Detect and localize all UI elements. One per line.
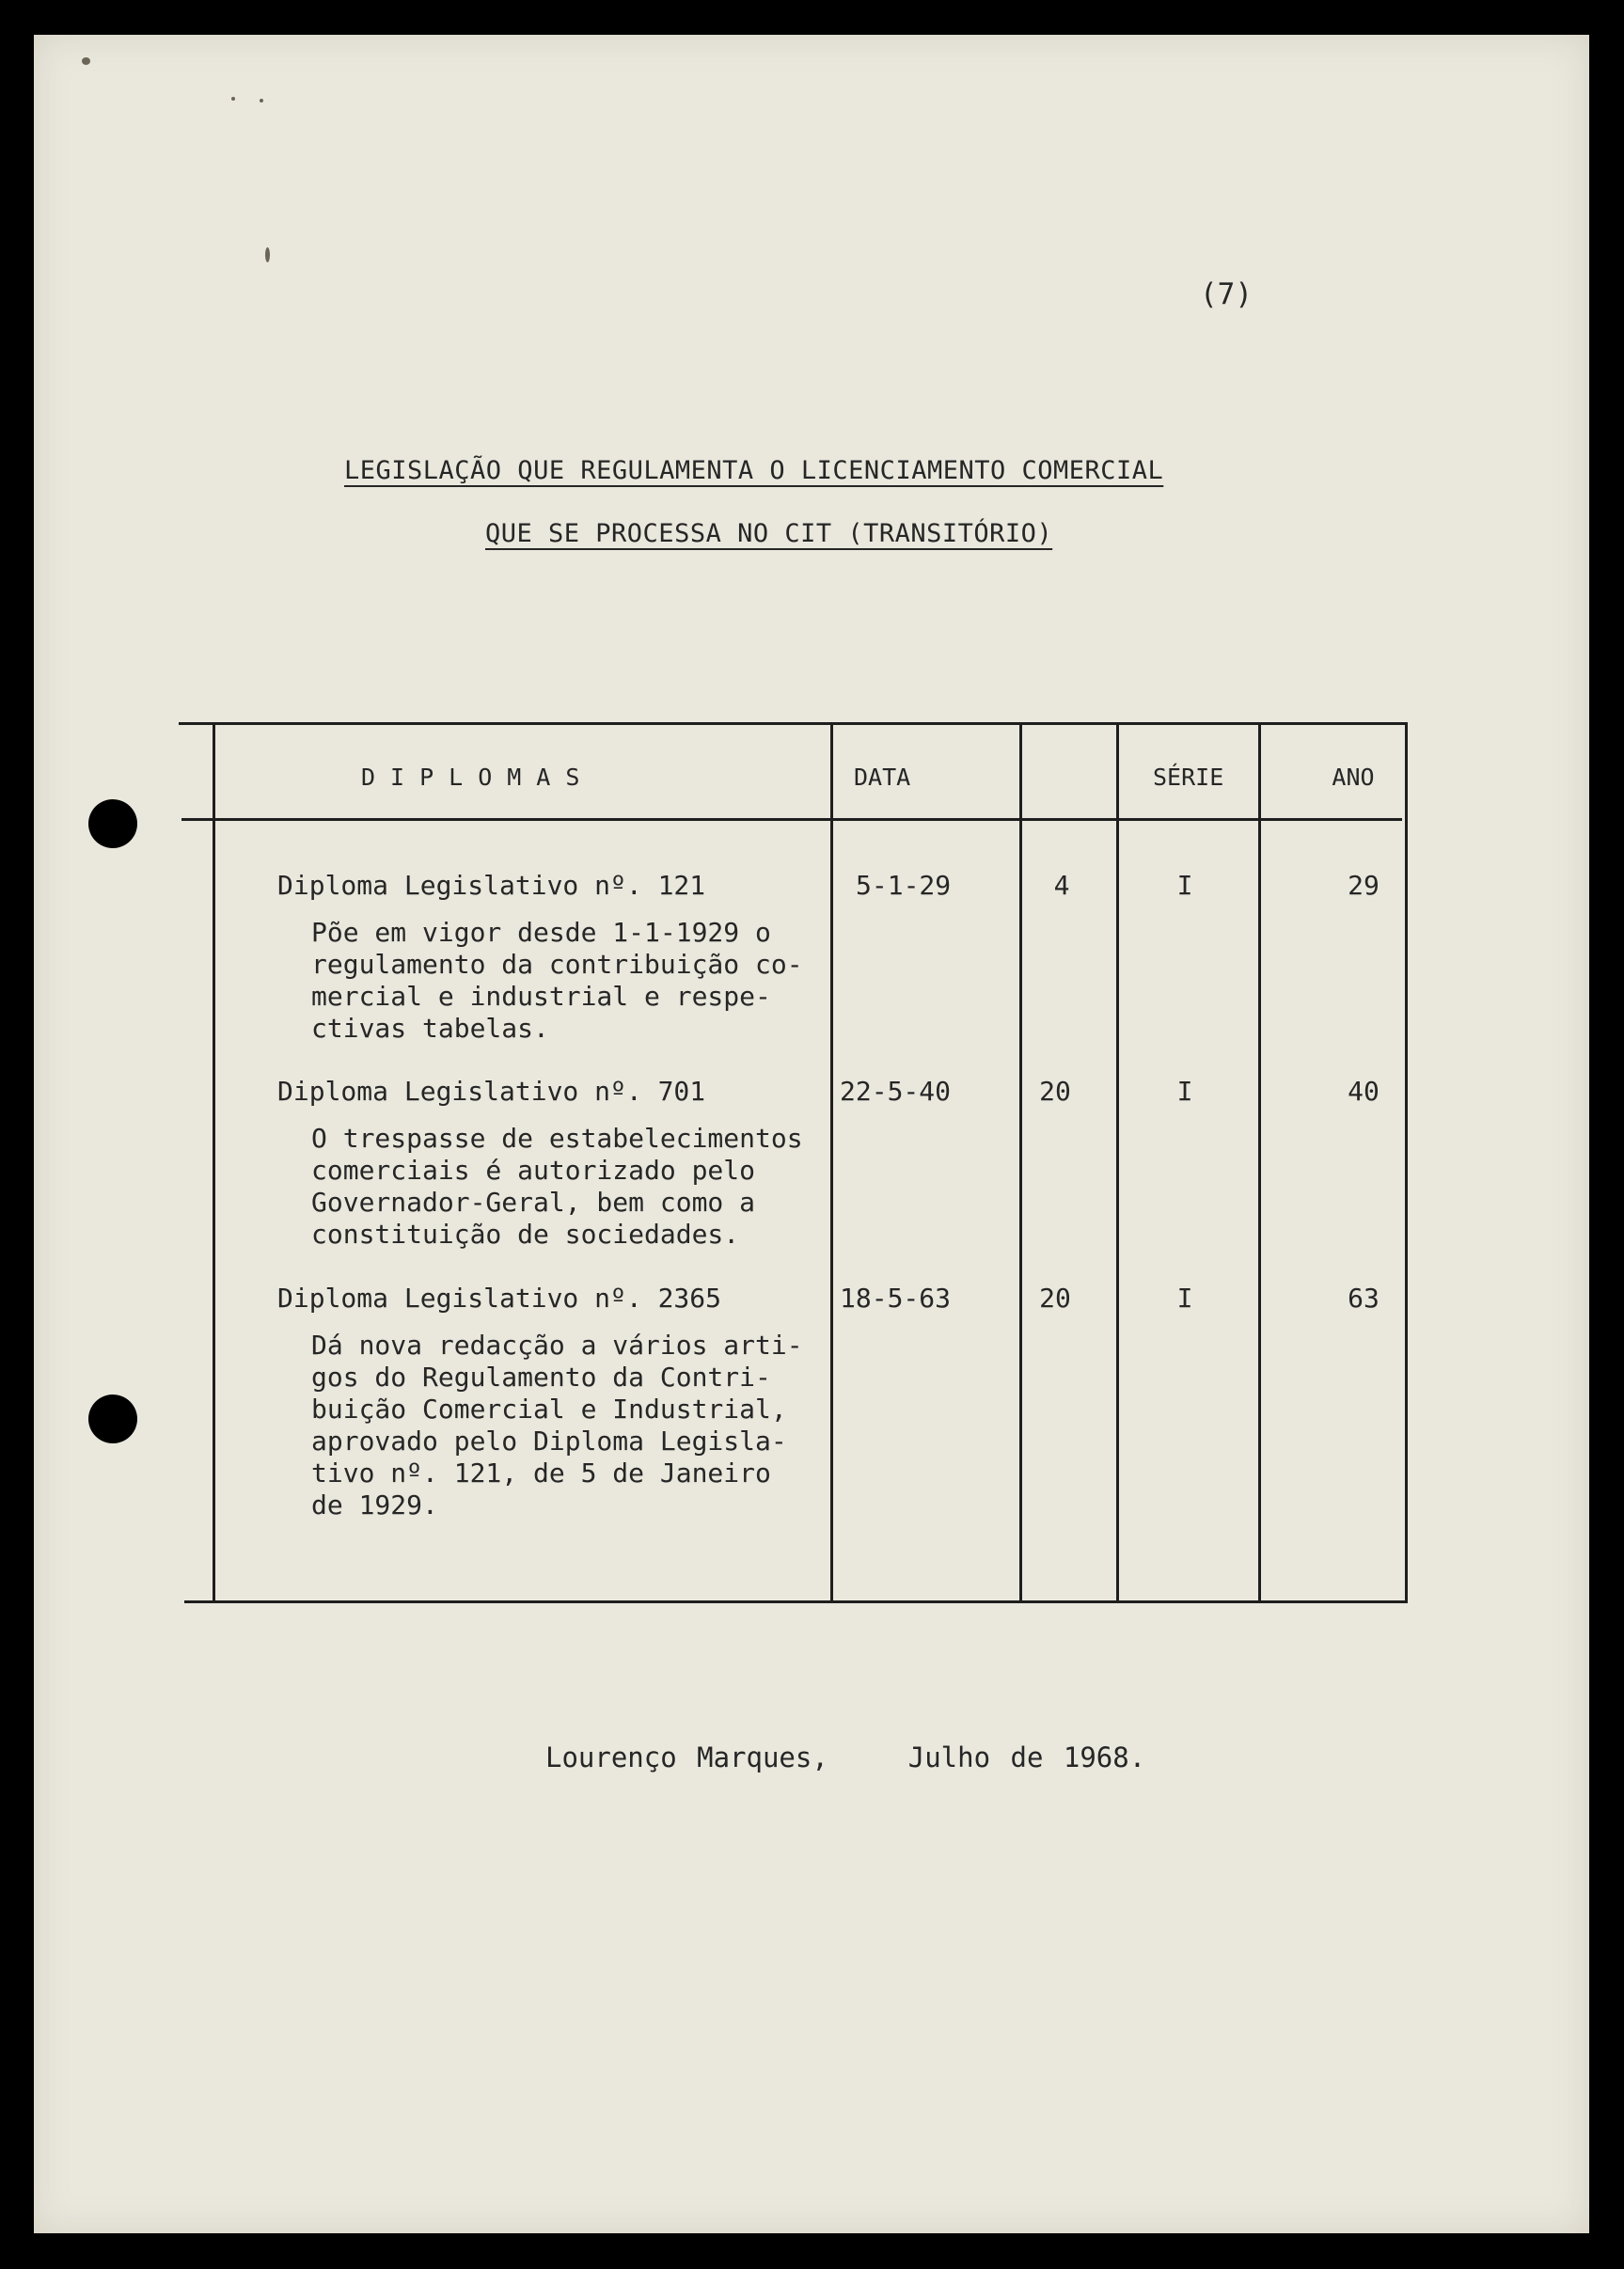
punch-hole xyxy=(88,1394,137,1443)
diploma-description: Dá nova redacção a vários arti- gos do Regulamento da Contri- buição Comercial e Industrial, aprovado pelo Diploma Legisla- tivo nº. 121, de 5 de Janeiro de 1929. xyxy=(311,1330,803,1521)
header-ano: ANO xyxy=(1332,764,1375,791)
header-diplomas: DIPLOMAS xyxy=(361,764,595,791)
ink-speck xyxy=(231,97,235,101)
diploma-year: 40 xyxy=(1348,1076,1380,1107)
table-right-border xyxy=(1405,722,1408,1603)
diploma-description: O trespasse de estabelecimentos comerciais é autorizado pelo Governador-Geral, bem como a constituição de sociedades. xyxy=(311,1123,803,1250)
table-top-border xyxy=(179,722,1408,725)
page-number: (7) xyxy=(1200,277,1253,311)
diploma-serie: I xyxy=(1176,870,1193,901)
diploma-description: Põe em vigor desde 1-1-1929 o regulamento da contribuição co- mercial e industrial e respe- ctivas tabelas. xyxy=(311,917,803,1044)
ink-speck xyxy=(82,57,90,65)
diploma-number: 20 xyxy=(1039,1283,1071,1314)
diploma-year: 29 xyxy=(1348,870,1380,901)
diploma-year: 63 xyxy=(1348,1283,1380,1314)
diploma-serie: I xyxy=(1176,1076,1193,1107)
diploma-title: Diploma Legislativo nº. 121 xyxy=(277,870,706,901)
column-divider xyxy=(1019,722,1022,1600)
document-title-line-2: QUE SE PROCESSA NO CIT (TRANSITÓRIO) xyxy=(485,519,1053,548)
closing-line xyxy=(545,1741,1145,1773)
diploma-title: Diploma Legislativo nº. 701 xyxy=(277,1076,706,1107)
column-divider xyxy=(1116,722,1119,1600)
paper-sheet xyxy=(34,35,1589,2233)
table-bottom-border xyxy=(184,1600,1405,1603)
column-divider xyxy=(1258,722,1261,1600)
diploma-date: 22-5-40 xyxy=(840,1076,952,1107)
legislation-table xyxy=(179,688,1408,1601)
punch-hole xyxy=(88,799,137,848)
diploma-serie: I xyxy=(1176,1283,1193,1314)
diploma-title: Diploma Legislativo nº. 2365 xyxy=(277,1283,722,1314)
diploma-date: 18-5-63 xyxy=(840,1283,952,1314)
diploma-number: 4 xyxy=(1053,870,1070,901)
table-left-border xyxy=(213,722,215,1603)
header-data: DATA xyxy=(854,764,911,791)
closing-date: Julho de 1968. xyxy=(907,1741,1146,1773)
table-header-divider xyxy=(181,818,1402,821)
diploma-date: 5-1-29 xyxy=(856,870,952,901)
header-serie: SÉRIE xyxy=(1153,764,1224,791)
document-title-line-1: LEGISLAÇÃO QUE REGULAMENTA O LICENCIAMENTO COMERCIAL xyxy=(344,456,1164,485)
ink-speck xyxy=(265,247,270,262)
ink-speck xyxy=(260,99,263,102)
column-divider xyxy=(830,722,833,1600)
closing-place: Lourenço Marques, xyxy=(545,1741,828,1773)
diploma-number: 20 xyxy=(1039,1076,1071,1107)
